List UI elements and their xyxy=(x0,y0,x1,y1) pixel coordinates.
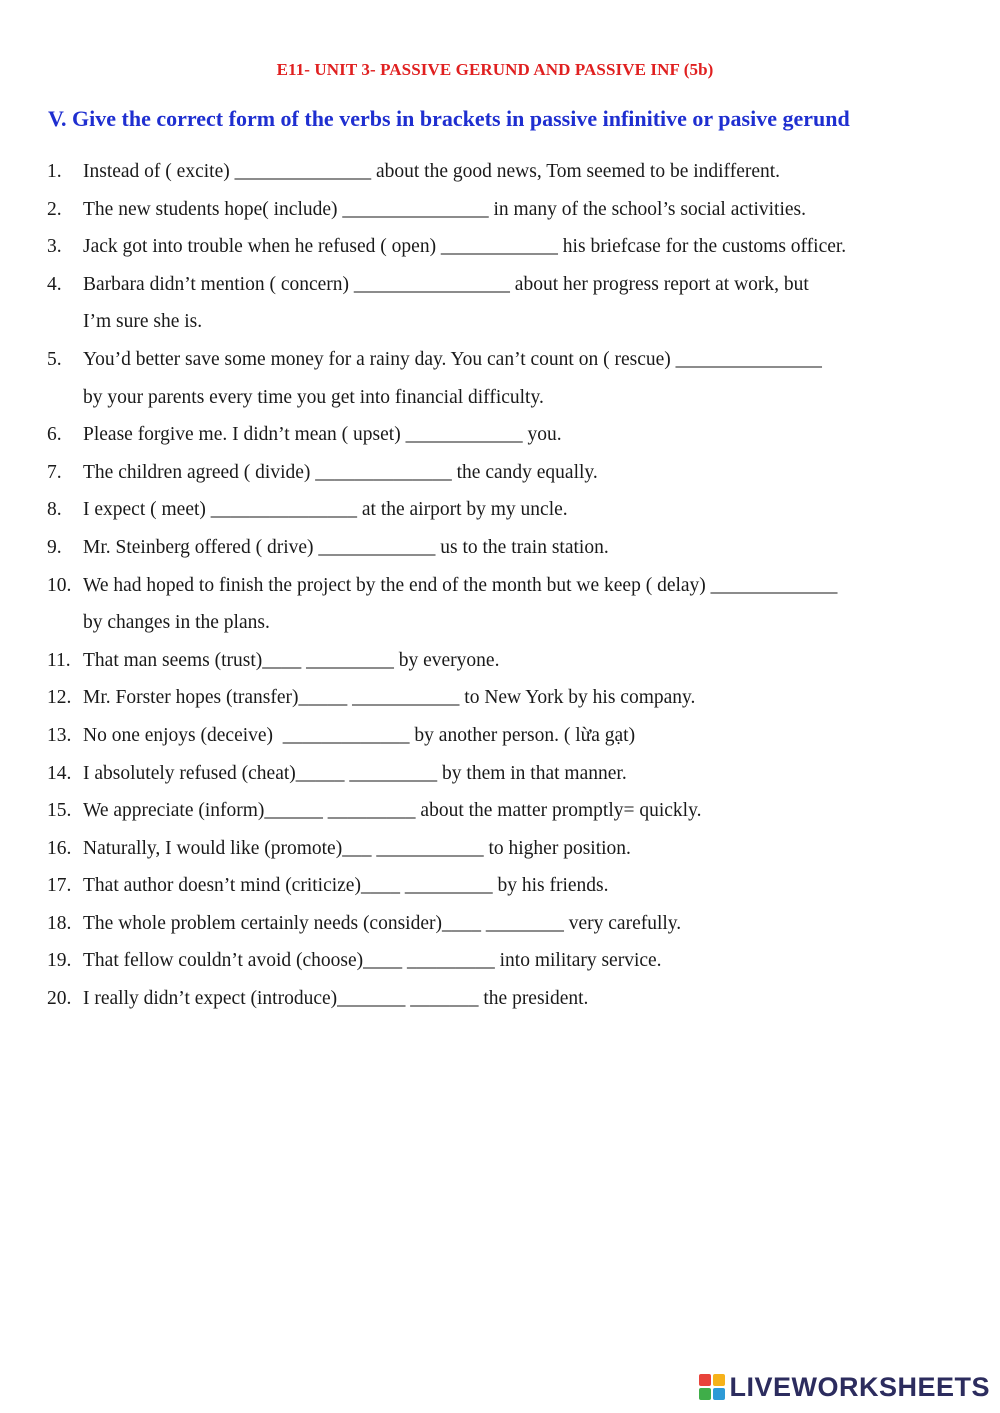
question-item xyxy=(0,830,1000,868)
question-item xyxy=(0,191,1000,229)
question-number: 13. xyxy=(47,724,72,746)
question-number: 7. xyxy=(47,461,62,483)
question-item xyxy=(0,717,1000,755)
question-number: 8. xyxy=(47,499,62,521)
question-text: The new students hope( include) _______________ in many of the school’s social activities. xyxy=(83,198,806,220)
question-list xyxy=(0,153,1000,1018)
question-text: No one enjoys (deceive) _____________ by another person. ( lừa gạt) xyxy=(83,724,636,746)
question-text: I absolutely refused (cheat)_____ _________ by them in that manner. xyxy=(83,762,627,784)
question-number: 14. xyxy=(47,762,72,784)
question-text: I expect ( meet) _______________ at the airport by my uncle. xyxy=(83,499,568,521)
logo-square-green xyxy=(699,1388,711,1400)
question-item xyxy=(0,416,1000,454)
question-number: 9. xyxy=(47,536,62,558)
question-item xyxy=(0,491,1000,529)
question-text: You’d better save some money for a rainy day. You can’t count on ( rescue) _______________ by your parents every time you get into financial difficulty. xyxy=(83,348,822,408)
question-item xyxy=(0,942,1000,980)
question-item xyxy=(0,266,1000,341)
question-text: Jack got into trouble when he refused ( open) ____________ his briefcase for the customs officer. xyxy=(83,236,847,258)
question-text: Mr. Steinberg offered ( drive) ____________ us to the train station. xyxy=(83,536,609,558)
question-number: 10. xyxy=(47,574,72,596)
question-text: Mr. Forster hopes (transfer)_____ ___________ to New York by his company. xyxy=(83,687,696,709)
question-item xyxy=(0,454,1000,492)
question-number: 2. xyxy=(47,198,62,220)
question-item xyxy=(0,755,1000,793)
question-text: Instead of ( excite) ______________ about the good news, Tom seemed to be indifferent. xyxy=(83,161,781,182)
question-item xyxy=(0,228,1000,266)
liveworksheets-logo xyxy=(699,1369,990,1405)
question-number: 3. xyxy=(47,236,62,258)
logo-square-blue xyxy=(713,1388,725,1400)
question-text: That fellow couldn’t avoid (choose)____ _________ into military service. xyxy=(83,950,662,972)
logo-square-yellow xyxy=(713,1374,725,1386)
question-number: 19. xyxy=(47,950,72,972)
question-text: Barbara didn’t mention ( concern) ________________ about her progress report at work, but I’m sure she is. xyxy=(83,273,809,333)
question-text: The children agreed ( divide) ______________ the candy equally. xyxy=(83,461,598,483)
question-number: 17. xyxy=(47,875,72,897)
question-text: The whole problem certainly needs (consider)____ ________ very carefully. xyxy=(83,912,682,934)
question-number: 18. xyxy=(47,912,72,934)
question-text: I really didn’t expect (introduce)_______ _______ the president. xyxy=(83,988,589,1010)
question-number: 16. xyxy=(47,837,72,859)
question-item xyxy=(0,153,1000,191)
question-number: 6. xyxy=(47,424,62,446)
question-item xyxy=(0,679,1000,717)
exercise-instruction: V. Give the correct form of the verbs in brackets in passive infinitive or pasive gerund xyxy=(48,106,850,131)
question-item xyxy=(0,341,1000,416)
question-number: 15. xyxy=(47,800,72,822)
question-number: 5. xyxy=(47,348,62,370)
question-item xyxy=(0,567,1000,642)
question-item xyxy=(0,792,1000,830)
question-item xyxy=(0,642,1000,680)
page-title: E11- UNIT 3- PASSIVE GERUND AND PASSIVE INF (5b) xyxy=(276,60,714,79)
question-number: 12. xyxy=(47,687,72,709)
question-number: 1. xyxy=(47,161,62,182)
question-number: 11. xyxy=(47,649,71,671)
question-item xyxy=(0,529,1000,567)
logo-square-red xyxy=(699,1374,711,1386)
brand-name: LIVEWORKSHEETS xyxy=(729,1371,990,1402)
question-text: We had hoped to finish the project by the end of the month but we keep ( delay) _____________ by changes in the plans. xyxy=(83,574,838,634)
question-item xyxy=(0,905,1000,943)
liveworksheets-logo-icon xyxy=(699,1374,725,1400)
question-text: Please forgive me. I didn’t mean ( upset) ____________ you. xyxy=(83,424,562,446)
question-number: 20. xyxy=(47,988,72,1010)
question-number: 4. xyxy=(47,273,62,295)
question-text: Naturally, I would like (promote)___ ___________ to higher position. xyxy=(83,837,631,859)
question-item xyxy=(0,980,1000,1018)
question-text: That man seems (trust)____ _________ by everyone. xyxy=(83,649,500,671)
question-text: That author doesn’t mind (criticize)____ _________ by his friends. xyxy=(83,875,609,897)
question-item xyxy=(0,867,1000,905)
question-text: We appreciate (inform)______ _________ about the matter promptly= quickly. xyxy=(83,800,702,822)
